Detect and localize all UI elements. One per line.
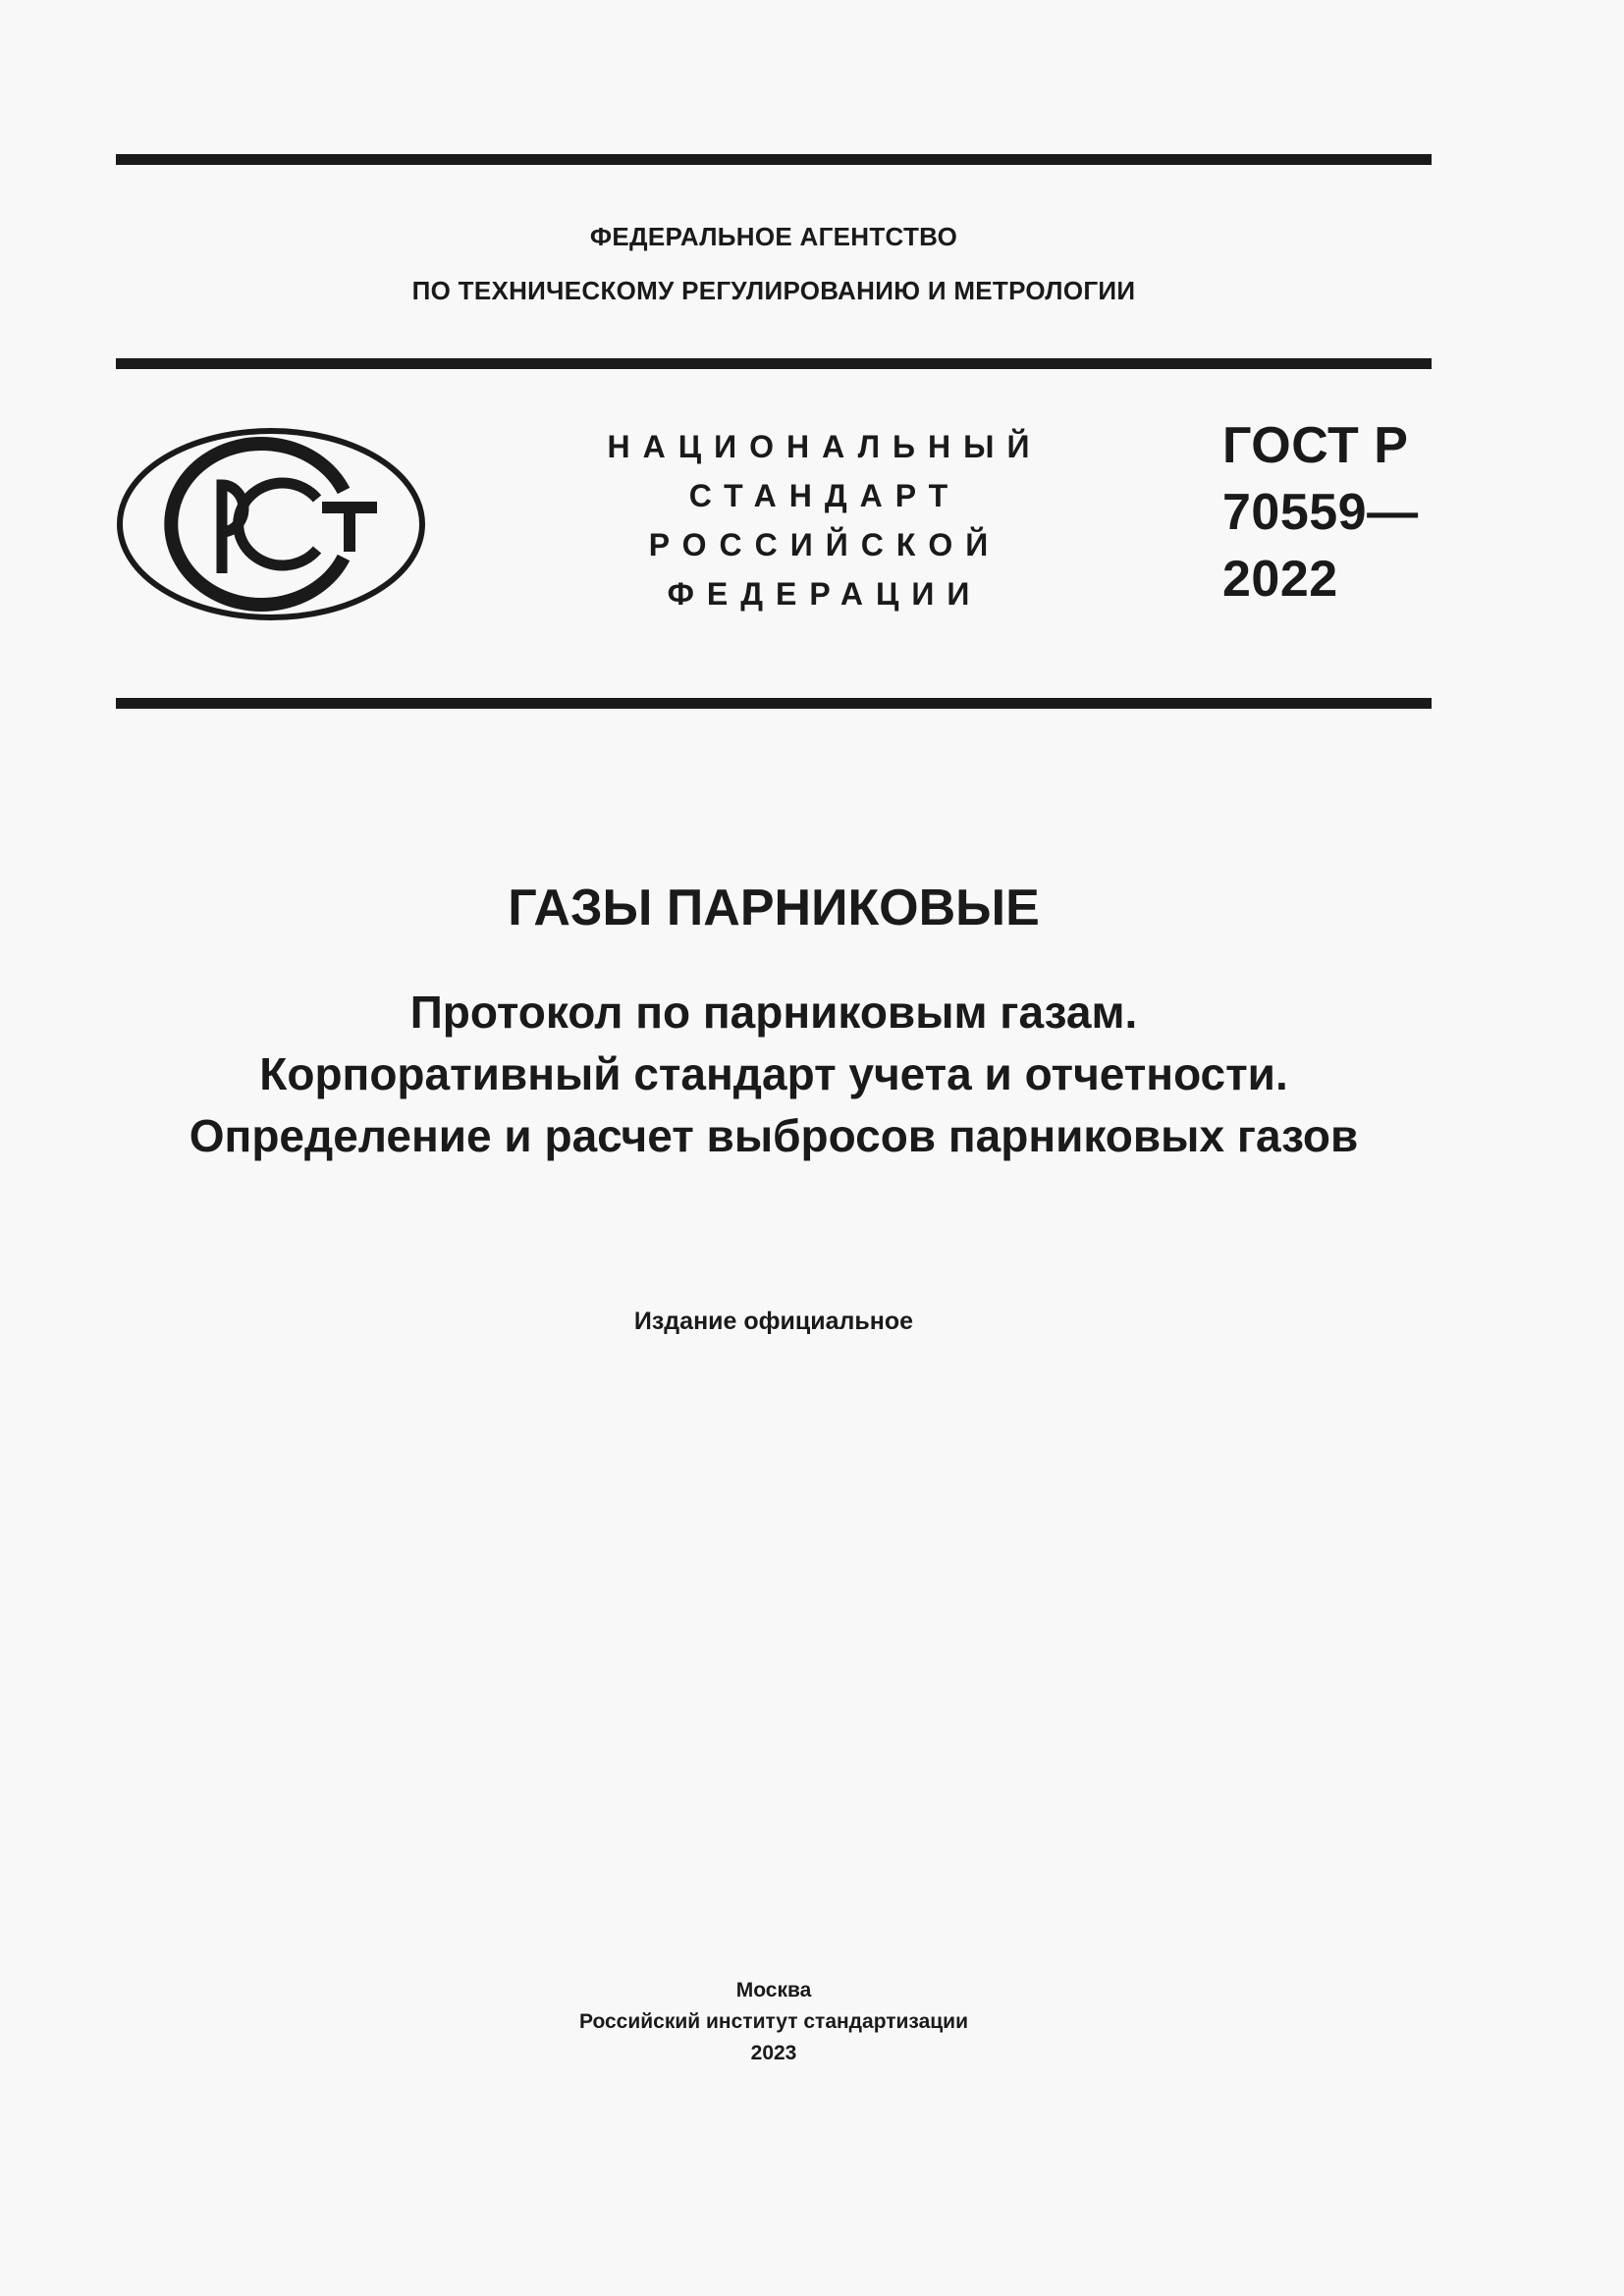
standard-type-line3: РОССИЙСКОЙ — [648, 527, 1001, 562]
document-subtitle — [116, 982, 1432, 1167]
designation-line1: ГОСТ Р — [1222, 417, 1409, 474]
imprint-year: 2023 — [750, 2042, 797, 2064]
document-title: ГАЗЫ ПАРНИКОВЫЕ — [508, 880, 1040, 936]
imprint-city: Москва — [735, 1979, 812, 2002]
standard-type-line4: ФЕДЕРАЦИИ — [667, 576, 983, 612]
standard-designation — [1222, 412, 1419, 613]
top-rule — [116, 154, 1432, 165]
imprint — [116, 1975, 1432, 2069]
standard-type-line2: СТАНДАРТ — [688, 478, 961, 513]
designation-line3: 2022 — [1222, 551, 1338, 608]
subtitle-line3: Определение и расчет выбросов парниковых газов — [189, 1110, 1359, 1161]
standard-type-line1: НАЦИОНАЛЬНЫЙ — [607, 429, 1043, 464]
agency-name-line1: ФЕДЕРАЛЬНОЕ АГЕНТСТВО — [589, 222, 958, 251]
agency-name-line2: ПО ТЕХНИЧЕСКОМУ РЕГУЛИРОВАНИЮ И МЕТРОЛОГИИ — [411, 276, 1136, 305]
subtitle-line2: Корпоративный стандарт учета и отчетности. — [259, 1048, 1288, 1099]
title-divider-rule — [116, 698, 1432, 709]
rst-conformity-mark-icon — [116, 426, 426, 622]
header-divider-rule — [116, 358, 1432, 369]
designation-line2: 70559— — [1222, 484, 1419, 541]
edition-label: Издание официальное — [633, 1308, 914, 1335]
imprint-publisher: Российский институт стандартизации — [578, 2010, 969, 2033]
subtitle-line1: Протокол по парниковым газам. — [409, 987, 1138, 1038]
